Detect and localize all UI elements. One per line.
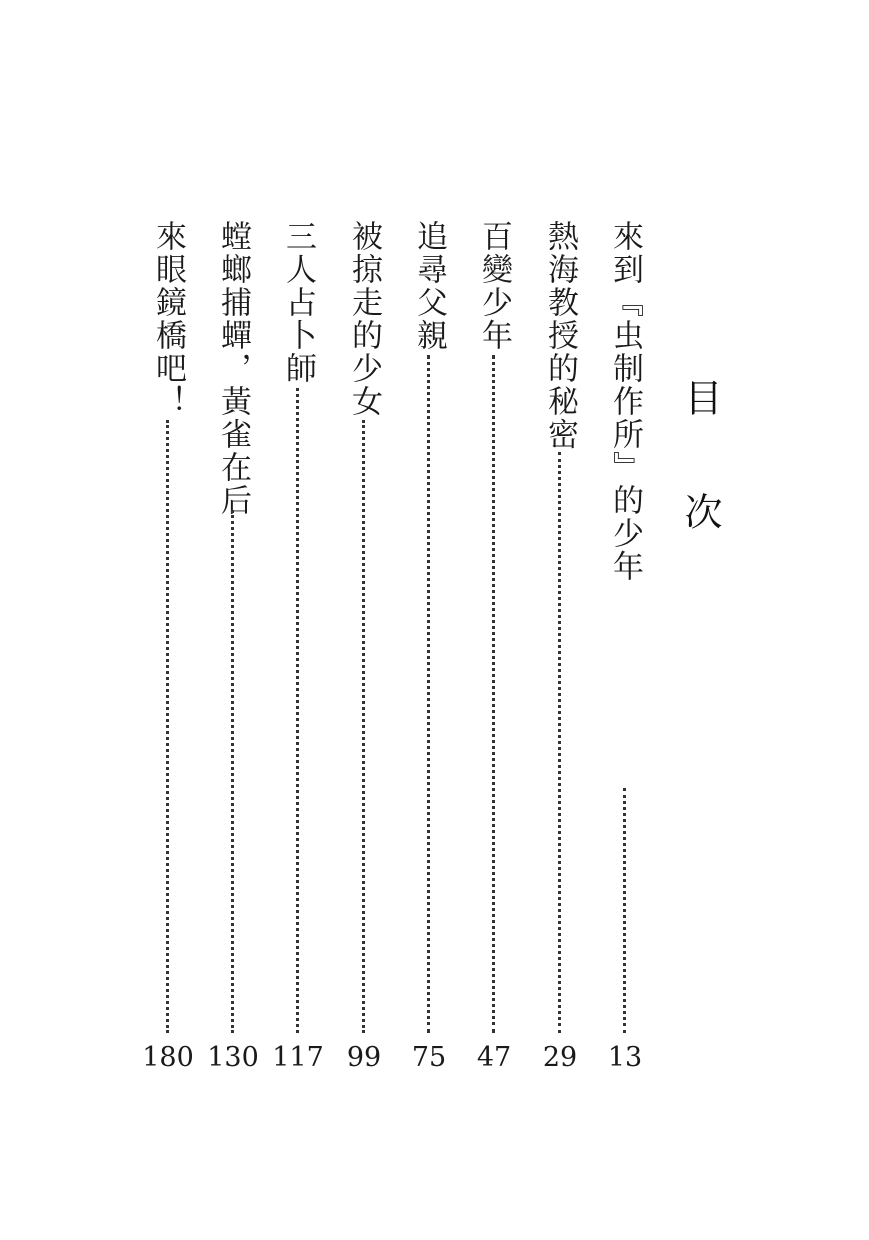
leader-dots bbox=[492, 355, 495, 1033]
toc-entry-page: 47 bbox=[476, 1042, 512, 1073]
toc-entry[interactable] bbox=[409, 220, 449, 1075]
toc-entry[interactable] bbox=[474, 220, 514, 1075]
leader-dots bbox=[231, 510, 234, 1033]
toc-entry-page: 29 bbox=[542, 1042, 578, 1073]
leader-dots bbox=[427, 355, 430, 1033]
toc-entry-title: 熱海教授的秘密 bbox=[542, 220, 578, 451]
toc-entry-page: 117 bbox=[272, 1042, 324, 1073]
leader-dots bbox=[166, 420, 169, 1033]
toc-entry[interactable] bbox=[344, 220, 384, 1075]
toc-entry-page: 13 bbox=[607, 1042, 643, 1073]
toc-entry-page: 99 bbox=[346, 1042, 382, 1073]
toc-entry-title: 來眼鏡橋吧！ bbox=[150, 220, 186, 418]
toc-entry-title: 追尋父親 bbox=[411, 220, 447, 352]
toc-entry-title: 被掠走的少女 bbox=[346, 220, 382, 418]
toc-entry-title: 螳螂捕蟬，黃雀在后 bbox=[215, 220, 251, 517]
leader-dots bbox=[362, 420, 365, 1033]
toc-entry[interactable] bbox=[605, 220, 645, 1075]
toc-entry-title: 來到『虫制作所』的少年 bbox=[607, 220, 643, 583]
toc-entry-title: 百變少年 bbox=[476, 220, 512, 352]
toc-entry[interactable] bbox=[540, 220, 580, 1075]
leader-dots bbox=[623, 788, 626, 1033]
toc-entry-title: 三人占卜師 bbox=[280, 220, 316, 385]
toc-entry-page: 130 bbox=[207, 1042, 259, 1073]
leader-dots bbox=[558, 452, 561, 1033]
toc-entry[interactable] bbox=[207, 220, 259, 1075]
toc-entry[interactable] bbox=[142, 220, 194, 1075]
toc-entry-page: 180 bbox=[142, 1042, 194, 1073]
toc-entry-page: 75 bbox=[411, 1042, 447, 1073]
page-title: 目次 bbox=[678, 378, 722, 606]
toc-entry[interactable] bbox=[272, 220, 324, 1075]
leader-dots bbox=[296, 388, 299, 1033]
